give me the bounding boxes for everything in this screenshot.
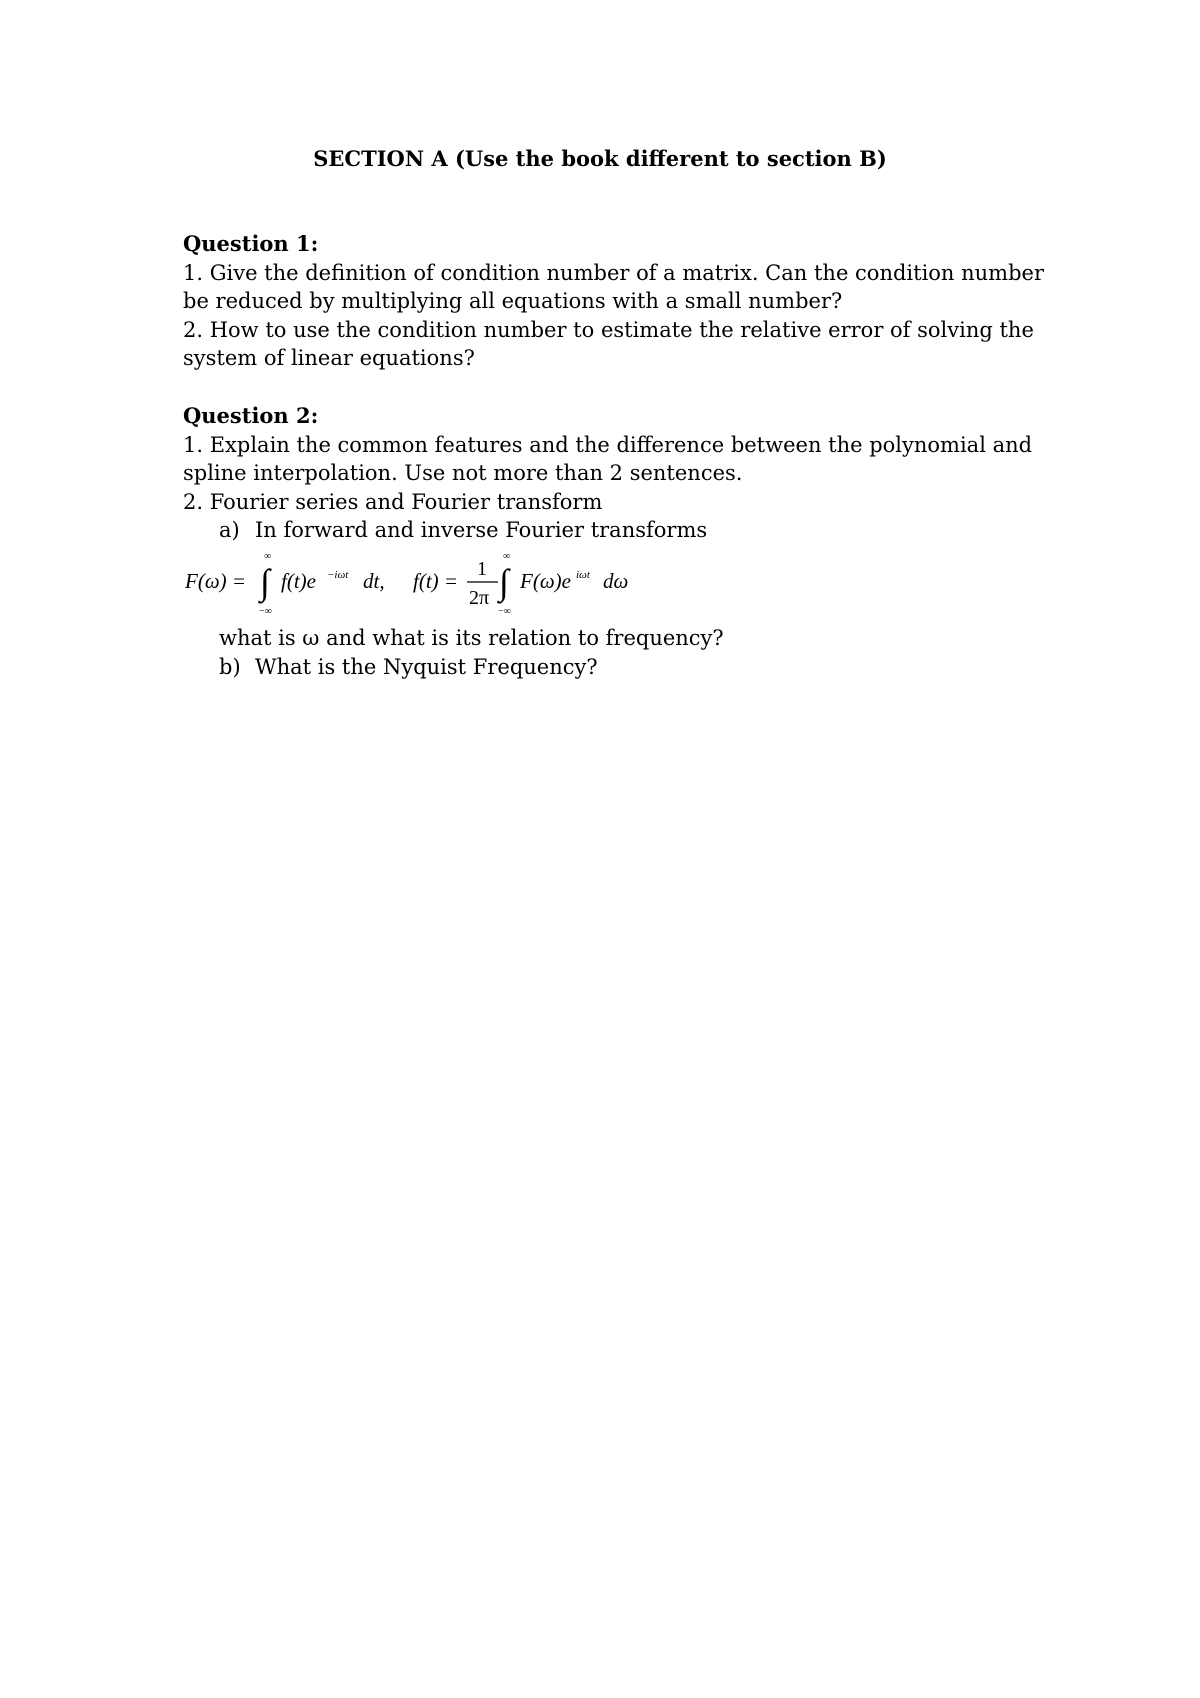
forward-upper-limit: ∞ — [264, 551, 272, 562]
formula-svg — [185, 548, 705, 616]
question-1-item-1-line-2: be reduced by multiplying all equations with a small number? — [183, 289, 843, 313]
question-2-block — [183, 402, 1043, 545]
sub-b-label: b) — [219, 654, 241, 679]
question-1-item-1-line-1: 1. Give the definition of condition number of a matrix. Can the condition number — [183, 260, 1044, 285]
sub-a-text: In forward and inverse Fourier transforms — [255, 518, 708, 542]
sub-b-text: What is the Nyquist Frequency? — [255, 654, 598, 679]
question-2-sub-a — [183, 516, 1043, 545]
inverse-integrand: F(ω)e — [520, 569, 571, 593]
sub-a-label: a) — [219, 518, 240, 542]
fraction-numerator: 1 — [477, 558, 487, 580]
forward-integrand: f(t)e — [281, 569, 316, 593]
question-2-item-2: 2. Fourier series and Fourier transform — [183, 489, 603, 514]
forward-tail: dt, — [363, 569, 385, 593]
inverse-exponent: iωt — [576, 569, 590, 581]
section-title: SECTION A (Use the book different to section B) — [313, 146, 887, 171]
forward-lhs: F(ω) = — [185, 569, 247, 593]
inverse-integral-sign-icon: ∫ — [499, 562, 509, 602]
forward-integral-sign-icon: ∫ — [260, 562, 270, 602]
inverse-tail: dω — [603, 569, 629, 593]
fourier-transform-formula — [185, 548, 705, 616]
question-2-heading: Question 2: — [183, 403, 319, 428]
inverse-lhs: f(t) = — [413, 569, 459, 593]
question-2-sub-b — [183, 653, 1043, 682]
question-1-item-2-line-2: system of linear equations? — [183, 346, 475, 370]
omega-question: what is ω and what is its relation to frequency? — [219, 626, 724, 650]
inverse-upper-limit: ∞ — [503, 551, 511, 562]
question-2-item-1-line-1: 1. Explain the common features and the difference between the polynomial and — [183, 432, 1033, 457]
forward-exponent: −iωt — [327, 569, 349, 581]
forward-lower-limit: −∞ — [259, 606, 272, 616]
question-1-item-2-line-1: 2. How to use the condition number to estimate the relative error of solving the — [183, 317, 1034, 342]
question-2-item-1-line-2: spline interpolation. Use not more than 2 sentences. — [183, 461, 743, 485]
fraction-denominator: 2π — [469, 587, 490, 609]
question-2-continued — [183, 624, 1043, 681]
inverse-lower-limit: −∞ — [498, 606, 511, 616]
question-1-heading: Question 1: — [183, 231, 319, 256]
question-1-block — [183, 230, 1043, 373]
